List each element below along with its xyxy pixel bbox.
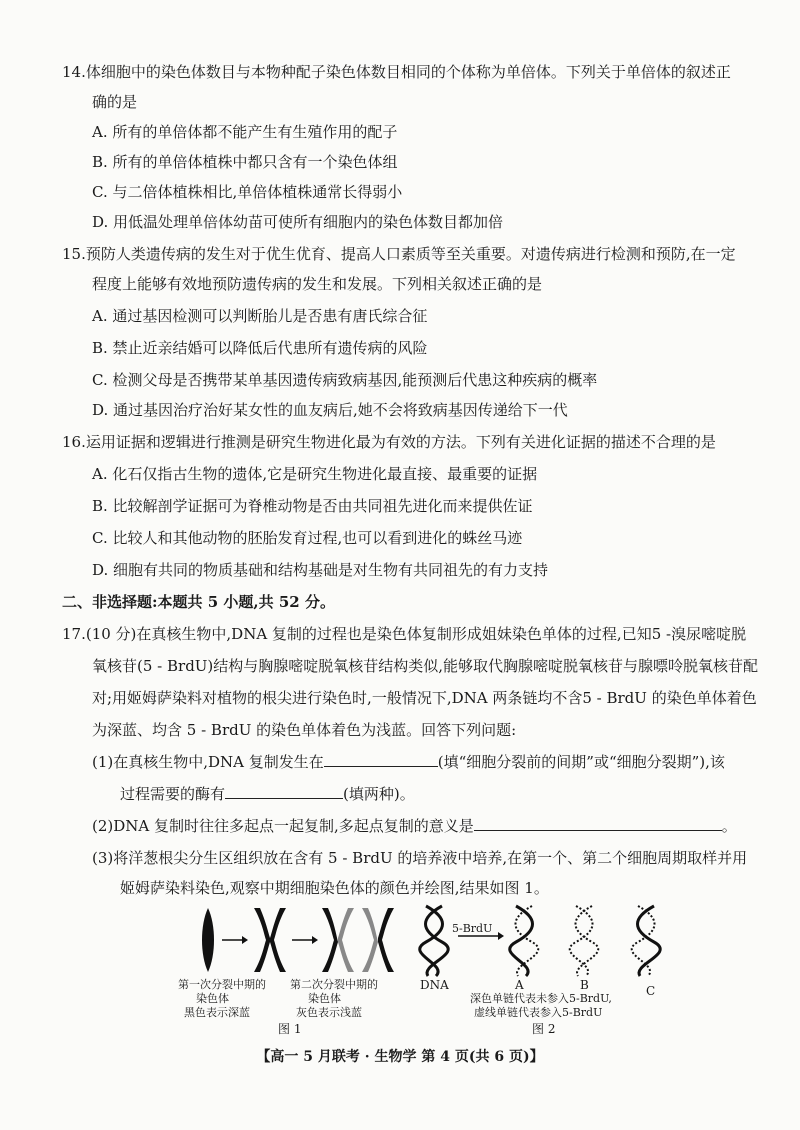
q17-part3-line2: 姬姆萨染料染色,观察中期细胞染色体的颜色并绘图,结果如图 1。: [120, 879, 549, 897]
figure-2-dna-helices: [418, 900, 678, 982]
q16-option-b: B. 比较解剖学证据可为脊椎动物是否由共同祖先进化而来提供佐证: [92, 497, 533, 515]
q17-part2-text-b: 。: [721, 817, 737, 835]
q17-part1-line2: [120, 784, 800, 804]
q15-option-d: D. 通过基因治疗治好某女性的血友病后,她不会将致病基因传递给下一代: [92, 401, 568, 419]
q17-stem-line4: 为深蓝、均含 5 - BrdU 的染色单体着色为浅蓝。回答下列问题:: [92, 721, 517, 739]
q16-option-d: D. 细胞有共同的物质基础和结构基础是对生物有共同祖先的有力支持: [92, 561, 549, 579]
q15-option-a: A. 通过基因检测可以判断胎儿是否患有唐氏综合征: [92, 307, 428, 325]
answer-blank-3[interactable]: [474, 816, 722, 831]
section-heading: 二、非选择题:本题共 5 小题,共 52 分。: [62, 593, 335, 611]
fig1-label-1b: 染色体: [196, 992, 229, 1005]
fig1-label-1a: 第一次分裂中期的: [178, 978, 266, 991]
q16-stem: 16.运用证据和逻辑进行推测是研究生物进化最为有效的方法。下列有关进化证据的描述不合理的是: [62, 433, 716, 451]
q14-option-b: B. 所有的单倍体植株中都只含有一个染色体组: [92, 153, 398, 171]
fig2-note-2: 虚线单链代表参入5-BrdU: [474, 1006, 603, 1019]
fig1-label-2b: 染色体: [308, 992, 341, 1005]
chromosome-x-mixed-2: [378, 908, 394, 972]
q17-part3-line1: (3)将洋葱根尖分生区组织放在含有 5 - BrdU 的培养液中培养,在第一个、第二个细胞周期取样并用: [92, 849, 748, 867]
q15-option-b: B. 禁止近亲结婚可以降低后代患所有遗传病的风险: [92, 339, 428, 357]
chromosome-x-dark: [254, 908, 286, 972]
q16-option-c: C. 比较人和其他动物的胚胎发育过程,也可以看到进化的蛛丝马迹: [92, 529, 523, 547]
q17-stem-line2: 氧核苷(5 - BrdU)结构与胸腺嘧啶脱氧核苷结构类似,能够取代胸腺嘧啶脱氧核苷与腺嘌呤脱氧核苷配: [92, 657, 759, 675]
q15-option-c: C. 检测父母是否携带某单基因遗传病致病基因,能预测后代患这种疾病的概率: [92, 371, 598, 389]
fig2-label-dna: DNA: [420, 978, 449, 992]
answer-blank-1[interactable]: [324, 752, 438, 767]
q14-option-d: D. 用低温处理单倍体幼苗可使所有细胞内的染色体数目都加倍: [92, 213, 504, 231]
q15-stem-line1: 15.预防人类遗传病的发生对于优生优育、提高人口素质等至关重要。对遗传病进行检测和预防,在一定: [62, 245, 736, 263]
q17-part1-text-c: 过程需要的酶有: [120, 785, 226, 803]
q14-stem-line2: 确的是: [92, 93, 138, 111]
q17-part2: [92, 816, 782, 836]
q17-part1-text-b: (填“细胞分裂前的间期”或“细胞分裂期”),该: [437, 753, 725, 771]
q14-stem-line1: 14.体细胞中的染色体数目与本物种配子染色体数目相同的个体称为单倍体。下列关于单倍体的叙述正: [62, 63, 731, 81]
q17-part1-text-d: (填两种)。: [343, 785, 415, 803]
q17-part1-line1: [92, 752, 782, 772]
fig1-caption: 图 1: [278, 1022, 302, 1036]
figure-1-chromosomes: [190, 900, 410, 980]
q16-option-a: A. 化石仅指古生物的遗体,它是研究生物进化最直接、最重要的证据: [92, 465, 538, 483]
fig2-label-b: B: [580, 978, 589, 992]
page-footer: 【高一 5 月联考 · 生物学 第 4 页(共 6 页)】: [256, 1049, 544, 1065]
fig1-label-2a: 第二次分裂中期的: [290, 978, 378, 991]
fig2-caption: 图 2: [532, 1022, 556, 1036]
q14-option-a: A. 所有的单倍体都不能产生有生殖作用的配子: [92, 123, 398, 141]
fig1-label-2c: 灰色表示浅蓝: [296, 1006, 362, 1019]
q17-part2-text-a: (2)DNA 复制时往往多起点一起复制,多起点复制的意义是: [92, 817, 474, 835]
q17-stem-line3: 对;用姬姆萨染料对植物的根尖进行染色时,一般情况下,DNA 两条链均不含5 - BrdU 的染色单体着色: [92, 689, 757, 707]
fig2-label-c: C: [646, 984, 656, 998]
fig2-arrow-label: 5-BrdU: [452, 922, 493, 935]
answer-blank-2[interactable]: [225, 784, 343, 799]
fig2-label-a: A: [515, 978, 524, 992]
fig2-note-1: 深色单链代表未参入5-BrdU,: [470, 992, 612, 1005]
q17-stem-line1: 17.(10 分)在真核生物中,DNA 复制的过程也是染色体复制形成姐妹染色单体的过程,已知5 -溴尿嘧啶脱: [62, 625, 747, 643]
q17-part1-text-a: (1)在真核生物中,DNA 复制发生在: [92, 753, 324, 771]
chromosome-single: [202, 908, 214, 972]
q14-option-c: C. 与二倍体植株相比,单倍体植株通常长得弱小: [92, 183, 403, 201]
q15-stem-line2: 程度上能够有效地预防遗传病的发生和发展。下列相关叙述正确的是: [92, 275, 543, 293]
chromosome-x-mixed-1: [338, 908, 354, 972]
fig1-label-1c: 黑色表示深蓝: [184, 1006, 250, 1019]
